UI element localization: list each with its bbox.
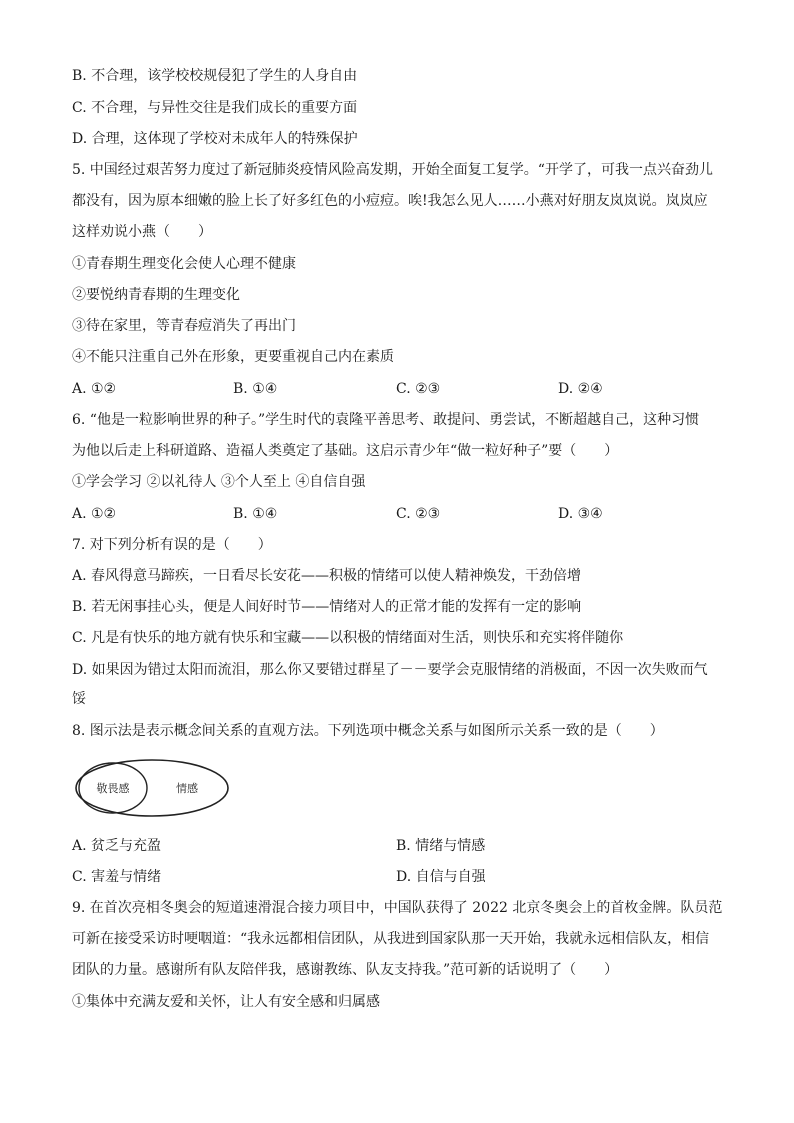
q8-option-b: B. 情绪与情感 <box>396 838 486 854</box>
q9-stem-line-3: 团队的力量。感谢所有队友陪伴我，感谢教练、队友支持我。”范可新的话说明了（ ） <box>72 962 619 978</box>
q8-option-a: A. 贫乏与充盈 <box>72 838 162 854</box>
q4-option-c: C. 不合理，与异性交往是我们成长的重要方面 <box>72 100 358 116</box>
q6-option-c: C. ②③ <box>396 506 441 522</box>
q5-option-d: D. ②④ <box>558 381 603 397</box>
q5-option-c: C. ②③ <box>396 381 441 397</box>
q6-items: ①学会学习 ②以礼待人 ③个人至上 ④自信自强 <box>72 474 366 490</box>
q7-option-d-line-1: D. 如果因为错过太阳而流泪，那么你又要错过群星了－－要学会克服情绪的消极面，不因一次失败而气 <box>72 662 708 678</box>
q6-option-d: D. ③④ <box>558 506 603 522</box>
q5-item-3: ③待在家里，等青春痘消失了再出门 <box>72 318 296 334</box>
q6-stem-line-2: 为他以后走上科研道路、造福人类奠定了基础。这启示青少年“做一粒好种子”要（ ） <box>72 443 619 459</box>
q5-option-a: A. ①② <box>72 381 117 397</box>
q4-option-d: D. 合理，这体现了学校对未成年人的特殊保护 <box>72 131 358 147</box>
q8-stem: 8. 图示法是表示概念间关系的直观方法。下列选项中概念关系与如图所示关系一致的是（ ） <box>72 723 664 739</box>
q5-stem-line-1: 5. 中国经过艰苦努力度过了新冠肺炎疫情风险高发期，开始全面复工复学。“开学了，可我一点兴奋劲儿 <box>72 162 713 178</box>
q6-stem-line-1: 6. “他是一粒影响世界的种子。”学生时代的袁隆平善思考、敢提问、勇尝试，不断超越自己，这种习惯 <box>72 412 700 428</box>
q7-option-c: C. 凡是有快乐的地方就有快乐和宝藏——以积极的情绪面对生活，则快乐和充实将伴随你 <box>72 630 624 646</box>
inner-label: 敬畏感 <box>96 782 130 795</box>
q4-option-b: B. 不合理，该学校校规侵犯了学生的人身自由 <box>72 68 358 84</box>
concept-diagram <box>72 756 234 824</box>
q7-option-b: B. 若无闲事挂心头，便是人间好时节——情绪对人的正常才能的发挥有一定的影响 <box>72 599 582 615</box>
q9-stem-line-1: 9. 在首次亮相冬奥会的短道速滑混合接力项目中，中国队获得了 2022 北京冬奥会上的首枚金牌。队员范 <box>72 900 723 916</box>
q5-item-2: ②要悦纳青春期的生理变化 <box>72 287 240 303</box>
q5-item-4: ④不能只注重自己外在形象，更要重视自己内在素质 <box>72 349 394 365</box>
q5-option-b: B. ①④ <box>233 381 278 397</box>
q8-option-d: D. 自信与自强 <box>396 869 486 885</box>
q6-option-a: A. ①② <box>72 506 117 522</box>
outer-label: 情感 <box>176 782 198 795</box>
q9-stem-line-2: 可新在接受采访时哽咽道：“我永远都相信团队，从我进到国家队那一天开始，我就永远相信队友，相信 <box>72 931 710 947</box>
q7-option-d-line-2: 馁 <box>72 691 86 707</box>
q7-option-a: A. 春风得意马蹄疾，一日看尽长安花——积极的情绪可以使人精神焕发，干劲倍增 <box>72 568 582 584</box>
q7-stem: 7. 对下列分析有误的是（ ） <box>72 537 272 553</box>
q9-item-1: ①集体中充满友爱和关怀，让人有安全感和归属感 <box>72 994 380 1010</box>
q8-option-c: C. 害羞与情绪 <box>72 869 162 885</box>
q5-stem-line-3: 这样劝说小燕（ ） <box>72 224 212 240</box>
q6-option-b: B. ①④ <box>233 506 278 522</box>
q5-stem-line-2: 都没有，因为原本细嫩的脸上长了好多红色的小痘痘。唉!我怎么见人……小燕对好朋友岚岚说。岚岚应 <box>72 193 708 209</box>
q5-item-1: ①青春期生理变化会使人心理不健康 <box>72 256 296 272</box>
